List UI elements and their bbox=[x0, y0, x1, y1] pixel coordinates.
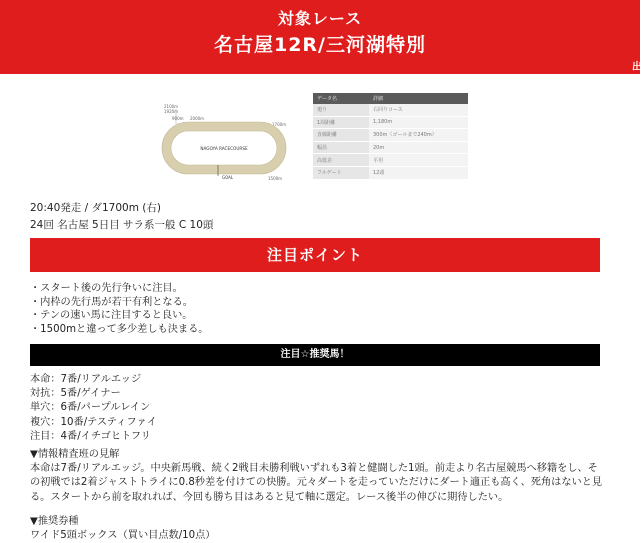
table-row: 廻り 右回りコース bbox=[313, 104, 468, 116]
picks-banner: 注目☆推奨馬！ bbox=[30, 344, 600, 366]
list-item: 注目：4番/イチゴヒトフリ bbox=[30, 430, 151, 442]
points-list bbox=[30, 282, 208, 336]
table-row: 高低差 平坦 bbox=[313, 154, 468, 167]
label-1920: 1920m bbox=[164, 109, 179, 114]
list-item: ・テンの速い馬に注目すると良い。 bbox=[30, 310, 193, 321]
table-header: 詳細 bbox=[369, 93, 468, 104]
label-goal: GOAL bbox=[222, 175, 234, 180]
list-item: ・スタート後の先行争いに注目。 bbox=[30, 283, 183, 294]
table-row: フルゲート 12頭 bbox=[313, 166, 468, 179]
recommend-section bbox=[30, 515, 215, 543]
points-banner: 注目ポイント bbox=[30, 238, 600, 272]
header-banner bbox=[0, 0, 640, 74]
list-item: 複穴：10番/テスティファイ bbox=[30, 416, 157, 428]
analysis-text: 本命は7番/リアルエッジ。中央新馬戦、続く2戦目未勝利戦いずれも3着と健闘した1頭。前走より名古屋競馬へ移籍をし、その初戦では2着ジャストトライに0.8秒差を付けての快勝。元々ダートを走っていただけにダート適正も高く、死角はないと見る。スタートから前を取れれば、今回も勝ち目はあると見て軸に選定。レース後半の伸びに期待したい。 bbox=[30, 463, 603, 503]
race-meeting-info: 24回 名古屋 5日目 サラ系一般 C 10頭 bbox=[30, 219, 214, 231]
table-row: 幅員 20m bbox=[313, 141, 468, 154]
table-row: 直線距離 300m（ゴールまで240m） bbox=[313, 129, 468, 142]
list-item: ・内枠の先行馬が若干有利となる。 bbox=[30, 296, 193, 308]
course-info-table bbox=[313, 93, 468, 180]
list-item: 単穴：6番/パープルレイン bbox=[30, 402, 151, 414]
header-side-text: 出 bbox=[632, 62, 642, 73]
table-header: データ名 bbox=[313, 93, 369, 104]
course-map bbox=[150, 100, 300, 186]
list-item: 対抗：5番/ゲイナー bbox=[30, 388, 121, 400]
list-item: ・1500mと違って多少差しも決まる。 bbox=[30, 323, 209, 335]
race-name: 名古屋12R/三河湖特別 bbox=[213, 34, 426, 56]
label-900: 900m bbox=[172, 116, 184, 121]
header-title: 対象レース bbox=[277, 9, 363, 28]
course-name: NAGOYA RACECOURSE bbox=[200, 146, 248, 151]
recommend-heading: ▼推奨券種 bbox=[30, 516, 79, 527]
label-2100: 2100m bbox=[164, 104, 179, 109]
analysis-heading: ▼情報精査班の見解 bbox=[30, 449, 120, 460]
label-1500: 1500m bbox=[268, 176, 283, 181]
recommend-text: ワイド5頭ボックス（買い目点数/10点） bbox=[30, 530, 216, 542]
race-time-distance: 20:40発走 / ダ1700m (右) bbox=[30, 202, 161, 214]
analysis-section bbox=[30, 448, 605, 505]
table-row: 1周距離 1,180m bbox=[313, 116, 468, 129]
label-1700: 1700m bbox=[272, 122, 287, 127]
label-2000: 2000m bbox=[190, 116, 205, 121]
picks-list bbox=[30, 373, 157, 444]
list-item: 本命：7番/リアルエッジ bbox=[30, 374, 142, 385]
